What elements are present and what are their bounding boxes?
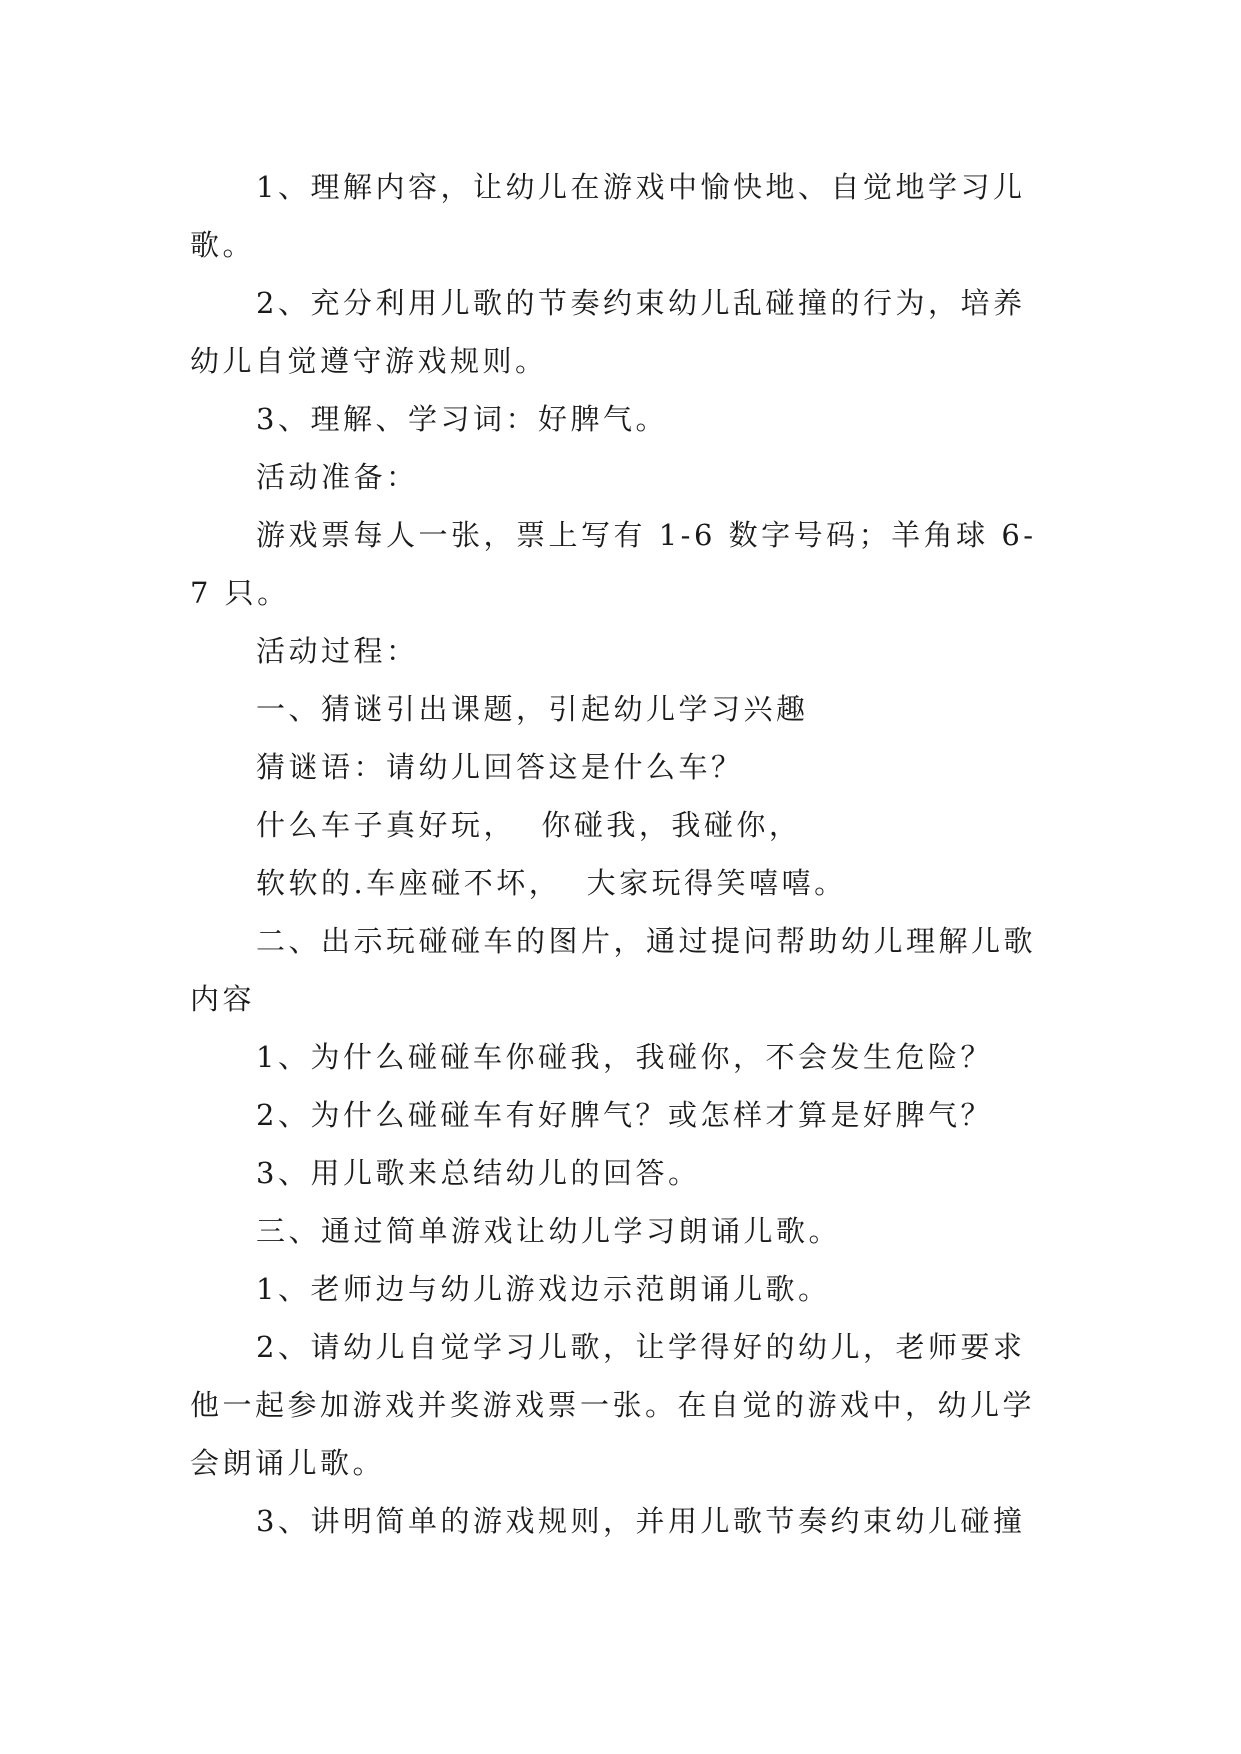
- paragraph-riddle-intro: 猜谜语：请幼儿回答这是什么车？: [256, 750, 744, 784]
- paragraph-game-2: 2、请幼儿自觉学习儿歌，让学得好的幼儿，老师要求他一起参加游戏并奖游戏票一张。在自觉的游戏中，幼儿学会朗诵儿歌。: [190, 1330, 1036, 1480]
- paragraph-step-1: 一、猜谜引出课题，引起幼儿学习兴趣: [256, 692, 809, 726]
- paragraph-question-1: 1、为什么碰碰车你碰我，我碰你，不会发生危险？: [256, 1040, 993, 1074]
- paragraph-riddle-line-1: 什么车子真好玩， 你碰我，我碰你，: [256, 808, 802, 842]
- paragraph-preparation: 游戏票每人一张，票上写有 1-6 数字号码；羊角球 6-7 只。: [190, 518, 1037, 610]
- paragraph-goal-2: 2、充分利用儿歌的节奏约束幼儿乱碰撞的行为，培养幼儿自觉遵守游戏规则。: [190, 286, 1026, 378]
- heading-process: 活动过程：: [256, 634, 419, 668]
- paragraph-goal-1: 1、理解内容，让幼儿在游戏中愉快地、自觉地学习儿歌。: [190, 170, 1026, 262]
- paragraph-question-2: 2、为什么碰碰车有好脾气？或怎样才算是好脾气？: [256, 1098, 993, 1132]
- paragraph-question-3: 3、用儿歌来总结幼儿的回答。: [256, 1156, 701, 1190]
- document-body: [190, 158, 1055, 1550]
- paragraph-riddle-line-2: 软软的.车座碰不坏， 大家玩得笑嘻嘻。: [256, 866, 847, 900]
- paragraph-step-3: 三、通过简单游戏让幼儿学习朗诵儿歌。: [256, 1214, 842, 1248]
- paragraph-game-3: 3、讲明简单的游戏规则，并用儿歌节奏约束幼儿碰撞: [256, 1504, 1026, 1538]
- heading-preparation: 活动准备：: [256, 460, 419, 494]
- paragraph-game-1: 1、老师边与幼儿游戏边示范朗诵儿歌。: [256, 1272, 831, 1306]
- paragraph-step-2: 二、出示玩碰碰车的图片，通过提问帮助幼儿理解儿歌内容: [190, 924, 1037, 1016]
- paragraph-goal-3: 3、理解、学习词：好脾气。: [256, 402, 668, 436]
